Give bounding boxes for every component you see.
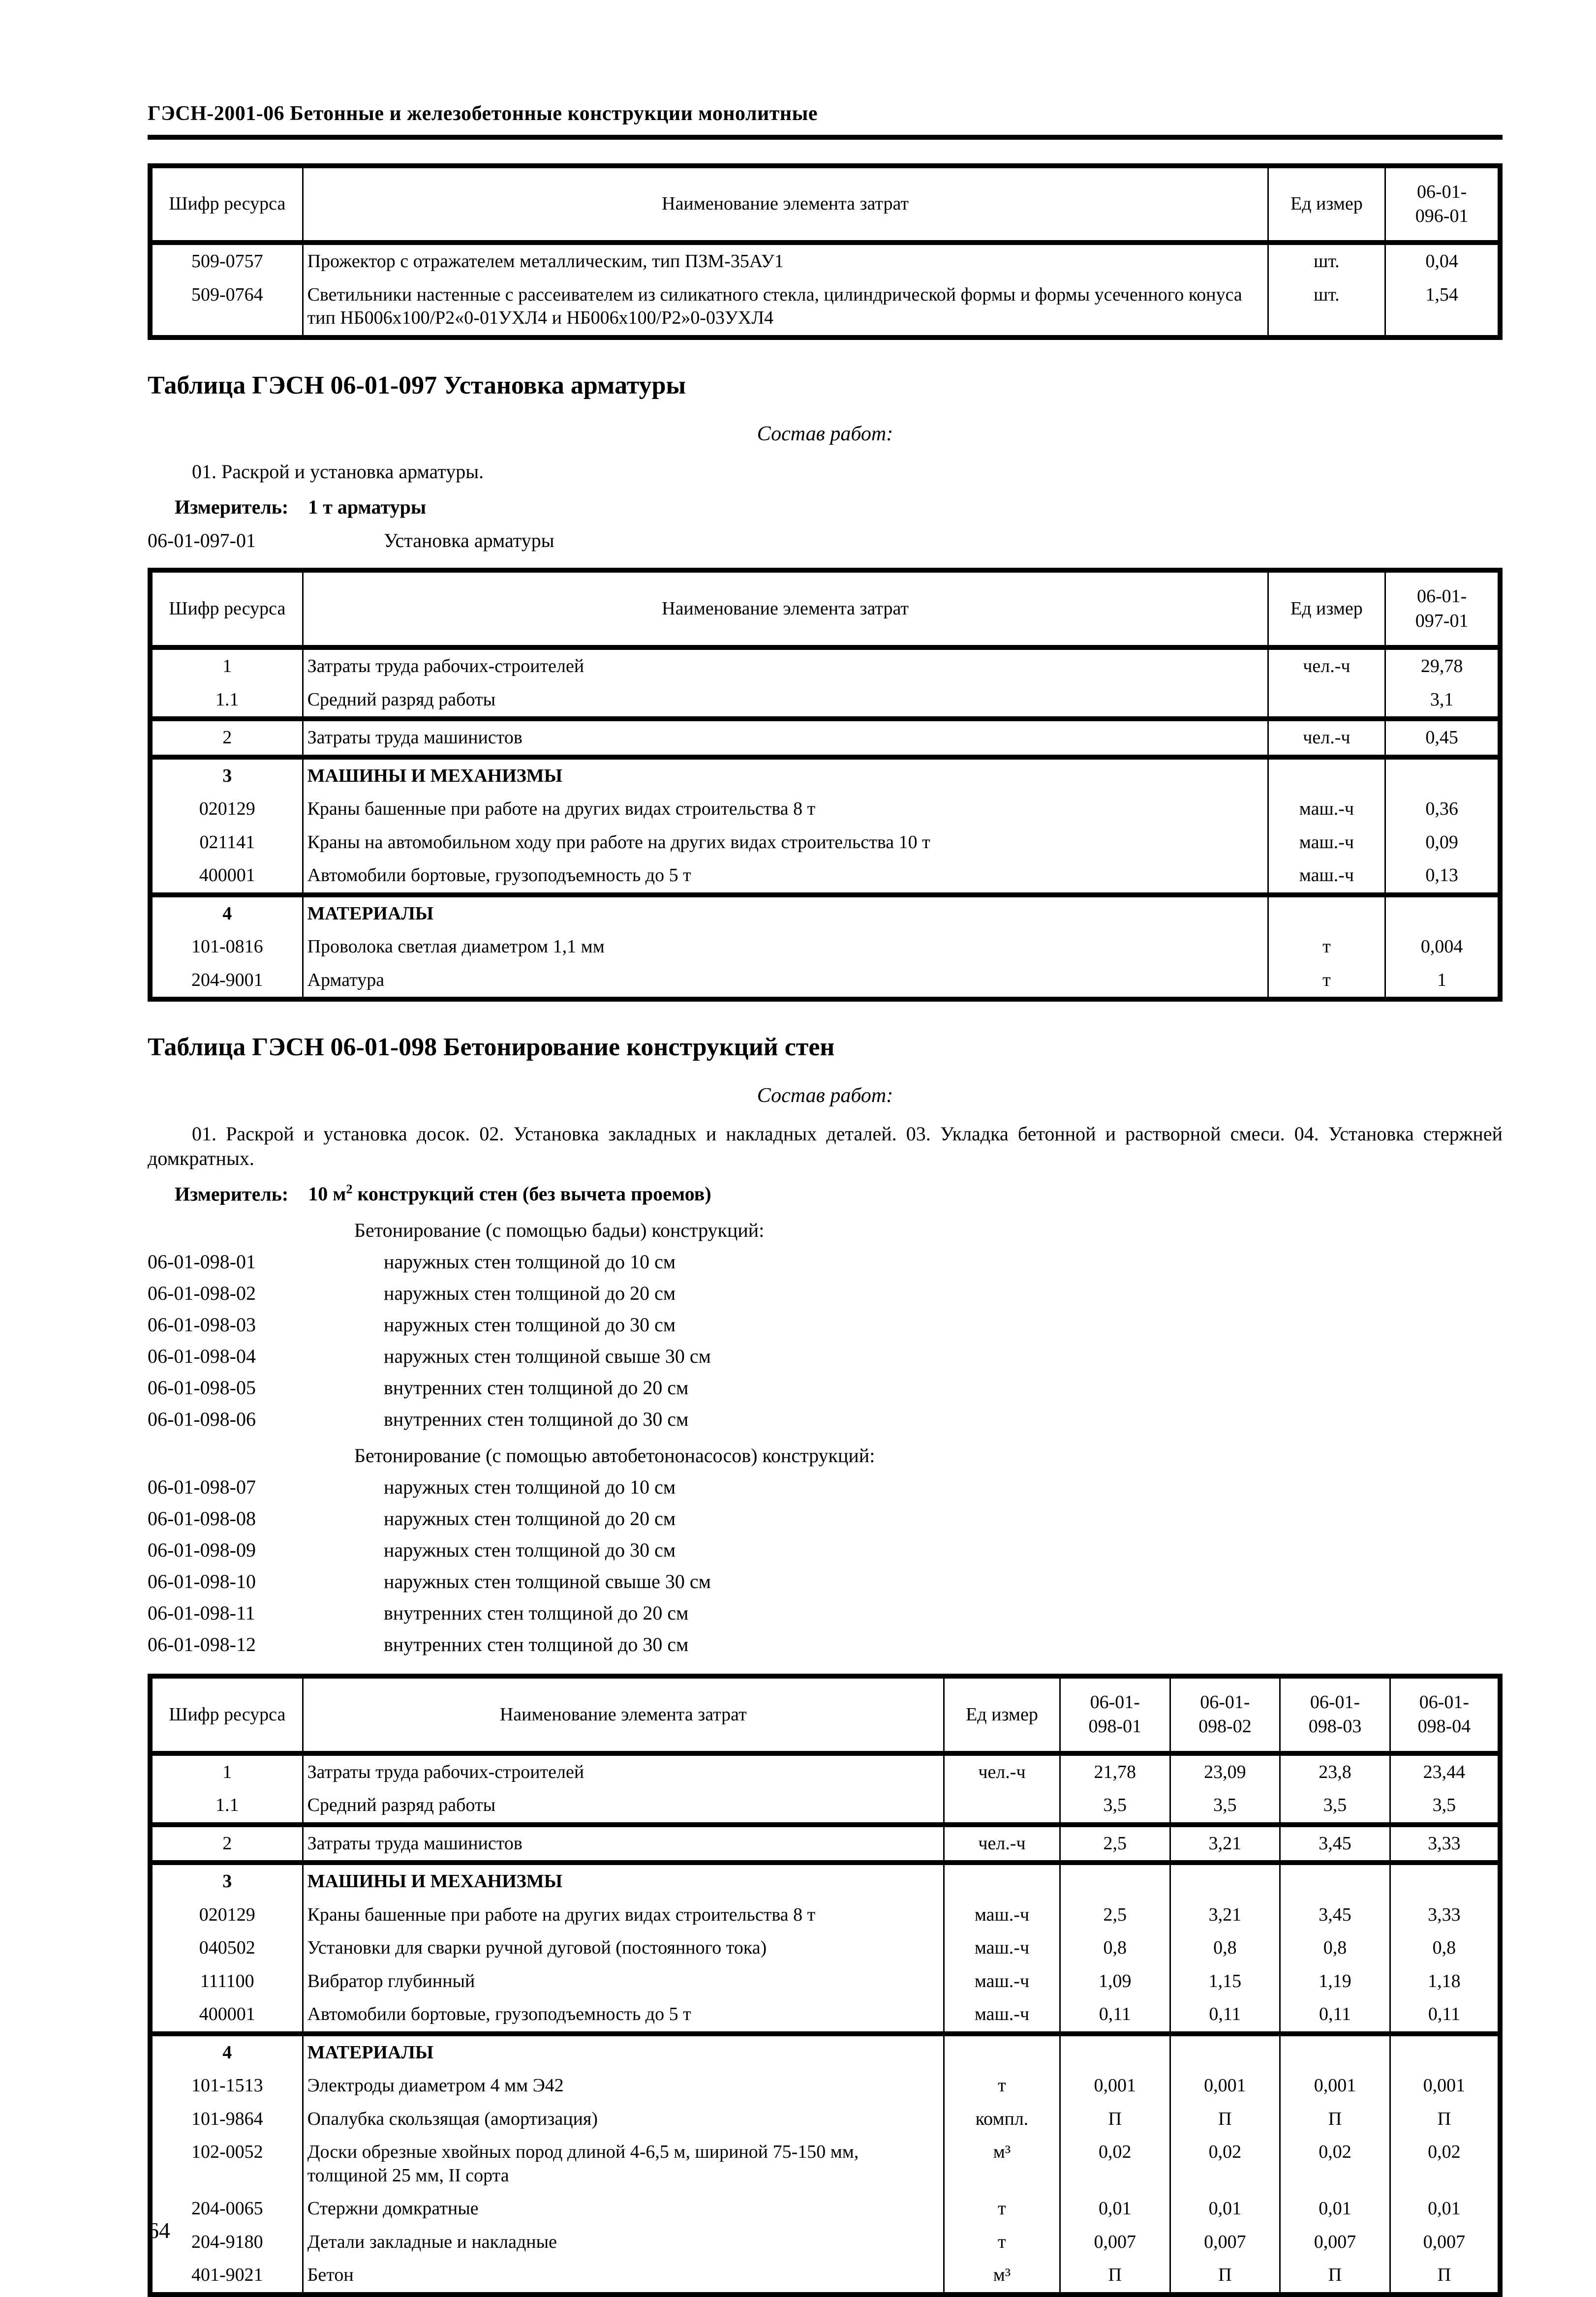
value-cell: 0,02 <box>1390 2136 1500 2192</box>
sostav-rabot-label-098: Состав работ: <box>757 1084 893 1107</box>
value-cell: 3,33 <box>1390 1899 1500 1932</box>
norm-code: 06-01-098-08 <box>148 1507 256 1530</box>
table-row <box>150 1753 1500 1789</box>
col-header-resource-code: Шифр ресурса <box>150 1676 303 1753</box>
norm-description: наружных стен толщиной свыше 30 см <box>384 1345 711 1367</box>
cost-element-cell: Затраты труда машинистов <box>303 719 1268 757</box>
value-cell: 2,5 <box>1060 1825 1170 1863</box>
cost-element-cell: Проволока светлая диаметром 1,1 мм <box>303 930 1268 964</box>
value-cell: П <box>1390 2103 1500 2136</box>
norm-code: 06-01-097-01 <box>148 529 256 552</box>
resource-code-cell: 1 <box>150 647 303 683</box>
unit-cell: маш.-ч <box>1268 826 1385 859</box>
value-cell: 0,007 <box>1390 2226 1500 2259</box>
norm-description: наружных стен толщиной до 30 см <box>384 1313 676 1336</box>
table-row <box>150 2103 1500 2136</box>
value-cell: 0,004 <box>1385 930 1500 964</box>
resource-code-cell: 102-0052 <box>150 2136 303 2192</box>
norm-description: наружных стен толщиной до 10 см <box>384 1475 676 1498</box>
unit-cell: м³ <box>944 2136 1060 2192</box>
cost-element-cell: Доски обрезные хвойных пород длиной 4-6,5 м, шириной 75-150 мм, толщиной 25 мм, II сорта <box>303 2136 944 2192</box>
value-cell: 3,1 <box>1385 683 1500 719</box>
norm-code-line-1: 06-01- <box>1200 1691 1250 1713</box>
value-cell: 3,5 <box>1280 1789 1390 1825</box>
norm-code-line-2: 098-02 <box>1198 1716 1252 1737</box>
table-row <box>150 793 1500 826</box>
value-cell: 0,09 <box>1385 826 1500 859</box>
resource-code-cell: 509-0764 <box>150 278 303 337</box>
table-row <box>150 2192 1500 2226</box>
cost-element-cell: Автомобили бортовые, грузоподъемность до 5 т <box>303 859 1268 895</box>
concreting-bucket-heading: Бетонирование (с помощью бадьи) конструкций: <box>354 1219 765 1241</box>
unit-cell: т <box>944 2226 1060 2259</box>
table-row <box>150 1899 1500 1932</box>
value-cell <box>1060 1863 1170 1899</box>
resource-code-cell: 1.1 <box>150 683 303 719</box>
resource-code-cell: 401-9021 <box>150 2259 303 2295</box>
cost-element-cell: Краны на автомобильном ходу при работе на других видах строительства 10 т <box>303 826 1268 859</box>
value-cell: П <box>1170 2259 1280 2295</box>
resource-code-cell: 3 <box>150 757 303 793</box>
unit-cell: м³ <box>944 2259 1060 2295</box>
value-cell: 21,78 <box>1060 1753 1170 1789</box>
value-cell: 0,11 <box>1280 1998 1390 2034</box>
cost-element-cell: Затраты труда рабочих-строителей <box>303 1753 944 1789</box>
norm-list-item <box>148 1506 1503 1531</box>
resource-code-cell: 1.1 <box>150 1789 303 1825</box>
section-header-row <box>150 1863 1500 1899</box>
norm-list-item <box>148 1281 1503 1306</box>
resource-code-cell: 204-9180 <box>150 2226 303 2259</box>
section-title-098: Таблица ГЭСН 06-01-098 Бетонирование конструкций стен <box>148 1033 835 1062</box>
izmeritel-value: 1 т арматуры <box>308 496 427 519</box>
col-header-resource-code: Шифр ресурса <box>150 166 303 243</box>
value-cell: 0,8 <box>1060 1931 1170 1965</box>
value-cell: 3,21 <box>1170 1899 1280 1932</box>
value-cell: 0,11 <box>1390 1998 1500 2034</box>
resource-code-cell: 204-0065 <box>150 2192 303 2226</box>
value-cell: 1,09 <box>1060 1965 1170 1998</box>
value-cell <box>1390 1863 1500 1899</box>
unit-cell <box>944 1789 1060 1825</box>
izmeritel-label: Измеритель: <box>175 1182 289 1205</box>
value-cell: 0,02 <box>1170 2136 1280 2192</box>
norm-code-line-2: 098-03 <box>1308 1716 1362 1737</box>
sostav-rabot-label-097: Состав работ: <box>757 422 893 445</box>
norm-list-item <box>148 1632 1503 1657</box>
col-header-norm-098-01 <box>1060 1676 1170 1753</box>
cost-element-cell: Стержни домкратные <box>303 2192 944 2226</box>
value-cell: 0,8 <box>1280 1931 1390 1965</box>
norm-code-line-1: 06-01- <box>1416 586 1467 607</box>
table-row <box>150 859 1500 895</box>
col-header-cost-element: Наименование элемента затрат <box>303 570 1268 647</box>
value-cell: 0,11 <box>1060 1998 1170 2034</box>
norm-description: наружных стен толщиной до 20 см <box>384 1507 676 1530</box>
cost-element-cell: Средний разряд работы <box>303 683 1268 719</box>
col-header-norm-097-01 <box>1385 570 1500 647</box>
section-header-row <box>150 757 1500 793</box>
unit-cell: маш.-ч <box>944 1899 1060 1932</box>
table-row <box>150 2136 1500 2192</box>
cost-element-cell: Бетон <box>303 2259 944 2295</box>
unit-cell: шт. <box>1268 243 1385 278</box>
table-row <box>150 2226 1500 2259</box>
resource-code-cell: 509-0757 <box>150 243 303 278</box>
table-header-row <box>150 570 1500 647</box>
unit-cell: маш.-ч <box>944 1998 1060 2034</box>
resource-code-cell: 2 <box>150 719 303 757</box>
value-cell: 0,02 <box>1280 2136 1390 2192</box>
row-group-machines <box>150 757 1500 895</box>
unit-cell: т <box>1268 964 1385 1000</box>
resource-code-cell: 111100 <box>150 1965 303 1998</box>
izmeritel-superscript: 2 <box>346 1182 353 1196</box>
table-row <box>150 2259 1500 2295</box>
cost-element-cell: Светильники настенные с рассеивателем из силикатного стекла, цилиндрической формы и формы усеченного конуса тип НБ006х100/Р2«0-01УХЛ4 и НБ006х100/Р2»0-03УХЛ4 <box>303 278 1268 337</box>
col-header-norm-098-04 <box>1390 1676 1500 1753</box>
value-cell <box>1280 1863 1390 1899</box>
col-header-unit: Ед измер <box>1268 570 1385 647</box>
norm-description: внутренних стен толщиной до 20 см <box>384 1601 689 1624</box>
unit-cell: шт. <box>1268 278 1385 337</box>
unit-cell: т <box>944 2069 1060 2103</box>
table-row <box>150 1998 1500 2034</box>
value-cell: 3,45 <box>1280 1825 1390 1863</box>
norm-code: 06-01-098-07 <box>148 1475 256 1498</box>
norm-code: 06-01-098-10 <box>148 1570 256 1593</box>
norm-description: Установка арматуры <box>384 529 554 552</box>
value-cell <box>1170 1863 1280 1899</box>
unit-cell: маш.-ч <box>944 1931 1060 1965</box>
resource-code-cell: 4 <box>150 2034 303 2070</box>
value-cell: 0,01 <box>1170 2192 1280 2226</box>
izmeritel-value <box>288 1183 711 1205</box>
col-header-unit: Ед измер <box>944 1676 1060 1753</box>
unit-cell: чел.-ч <box>944 1753 1060 1789</box>
cost-element-cell: Краны башенные при работе на других видах строительства 8 т <box>303 1899 944 1932</box>
unit-cell <box>944 2034 1060 2070</box>
value-cell <box>1390 2034 1500 2070</box>
resource-code-cell: 021141 <box>150 826 303 859</box>
norm-code-line-1: 06-01- <box>1416 181 1467 202</box>
cost-element-cell: Средний разряд работы <box>303 1789 944 1825</box>
table-098 <box>148 1674 1503 2297</box>
value-cell: 0,8 <box>1390 1931 1500 1965</box>
cost-element-cell: Арматура <box>303 964 1268 1000</box>
table-row <box>150 1931 1500 1965</box>
norm-list-item <box>148 1313 1503 1337</box>
document-header-title: ГЭСН-2001-06 Бетонные и железобетонные конструкции монолитные <box>148 102 818 125</box>
sostav-rabot-text-098: 01. Раскрой и установка досок. 02. Установка закладных и накладных деталей. 03. Укладка бетонной и растворной смеси. 04. Установка стержней домкратных. <box>148 1122 1503 1169</box>
value-cell: 1,54 <box>1385 278 1500 337</box>
row-group-materials <box>150 895 1500 1000</box>
unit-cell: маш.-ч <box>944 1965 1060 1998</box>
norm-code: 06-01-098-01 <box>148 1250 256 1273</box>
norm-list-item <box>148 1475 1503 1500</box>
cost-element-cell: Опалубка скользящая (амортизация) <box>303 2103 944 2136</box>
row-group-labor <box>150 647 1500 719</box>
table-row <box>150 719 1500 757</box>
cost-element-cell: Автомобили бортовые, грузоподъемность до 5 т <box>303 1998 944 2034</box>
value-cell: П <box>1060 2103 1170 2136</box>
unit-cell: маш.-ч <box>1268 793 1385 826</box>
table-row <box>150 1825 1500 1863</box>
value-cell: 23,8 <box>1280 1753 1390 1789</box>
norm-code-line-2: 098-04 <box>1417 1716 1471 1737</box>
value-cell: 23,44 <box>1390 1753 1500 1789</box>
col-header-resource-code: Шифр ресурса <box>150 570 303 647</box>
norm-code: 06-01-098-11 <box>148 1601 255 1624</box>
table-row <box>150 647 1500 683</box>
norm-list-item <box>148 1569 1503 1594</box>
cost-element-cell: Электроды диаметром 4 мм Э42 <box>303 2069 944 2103</box>
resource-code-cell: 101-0816 <box>150 930 303 964</box>
cost-element-cell: Установки для сварки ручной дуговой (постоянного тока) <box>303 1931 944 1965</box>
cost-element-cell: Детали закладные и накладные <box>303 2226 944 2259</box>
norm-code-line-1: 06-01- <box>1090 1691 1140 1713</box>
value-cell: 0,01 <box>1060 2192 1170 2226</box>
table-row <box>150 278 1500 337</box>
unit-cell: чел.-ч <box>1268 719 1385 757</box>
concreting-pump-heading: Бетонирование (с помощью автобетононасосов) конструкций: <box>354 1444 875 1467</box>
cost-element-cell: Прожектор с отражателем металлическим, тип ПЗМ-35АУ1 <box>303 243 1268 278</box>
norm-code-line-1: 06-01- <box>1310 1691 1360 1713</box>
value-cell: 3,5 <box>1060 1789 1170 1825</box>
value-cell: 0,45 <box>1385 719 1500 757</box>
value-cell <box>1280 2034 1390 2070</box>
value-cell: 0,01 <box>1280 2192 1390 2226</box>
cost-element-cell: МАШИНЫ И МЕХАНИЗМЫ <box>303 1863 944 1899</box>
table-row <box>150 1965 1500 1998</box>
norm-code-line-2: 098-01 <box>1088 1716 1142 1737</box>
row-group-labor <box>150 1753 1500 1825</box>
section-header-row <box>150 895 1500 931</box>
value-cell <box>1385 895 1500 931</box>
value-cell: 0,02 <box>1060 2136 1170 2192</box>
norm-description: наружных стен толщиной до 10 см <box>384 1250 676 1273</box>
value-cell: 0,04 <box>1385 243 1500 278</box>
col-header-cost-element: Наименование элемента затрат <box>303 1676 944 1753</box>
resource-code-cell: 2 <box>150 1825 303 1863</box>
cost-element-cell: Затраты труда машинистов <box>303 1825 944 1863</box>
norm-description: наружных стен толщиной до 20 см <box>384 1282 676 1304</box>
value-cell: 0,007 <box>1060 2226 1170 2259</box>
value-cell: П <box>1280 2259 1390 2295</box>
resource-code-cell: 400001 <box>150 859 303 895</box>
unit-cell: т <box>944 2192 1060 2226</box>
cost-element-cell: МАШИНЫ И МЕХАНИЗМЫ <box>303 757 1268 793</box>
col-header-norm-098-02 <box>1170 1676 1280 1753</box>
unit-cell <box>1268 757 1385 793</box>
norm-code-line-1: 06-01- <box>1419 1691 1470 1713</box>
resource-code-cell: 040502 <box>150 1931 303 1965</box>
table-097 <box>148 568 1503 1002</box>
izmeritel-line-097 <box>148 495 1503 520</box>
value-cell: 0,36 <box>1385 793 1500 826</box>
norm-code: 06-01-098-05 <box>148 1376 256 1399</box>
resource-code-cell: 101-9864 <box>150 2103 303 2136</box>
table-row <box>150 826 1500 859</box>
cost-element-cell: МАТЕРИАЛЫ <box>303 895 1268 931</box>
col-header-norm-096-01 <box>1385 166 1500 243</box>
norm-description: внутренних стен толщиной до 30 см <box>384 1633 689 1655</box>
norm-code: 06-01-098-04 <box>148 1345 256 1367</box>
table-header-row <box>150 1676 1500 1753</box>
value-cell <box>1170 2034 1280 2070</box>
value-cell: 0,007 <box>1280 2226 1390 2259</box>
value-cell: П <box>1280 2103 1390 2136</box>
col-header-norm-098-03 <box>1280 1676 1390 1753</box>
norm-code-line-097-01 <box>148 528 1503 553</box>
value-cell: 1 <box>1385 964 1500 1000</box>
unit-cell <box>1268 683 1385 719</box>
table-row <box>150 683 1500 719</box>
table-096-continuation <box>148 163 1503 340</box>
norm-list-item <box>148 1601 1503 1625</box>
norm-description: внутренних стен толщиной до 20 см <box>384 1376 689 1399</box>
table-row <box>150 964 1500 1000</box>
izmeritel-value-main: 10 м <box>308 1182 346 1205</box>
value-cell: 0,001 <box>1390 2069 1500 2103</box>
value-cell: 1,19 <box>1280 1965 1390 1998</box>
norm-list-item <box>148 1250 1503 1274</box>
norm-description: наружных стен толщиной свыше 30 см <box>384 1570 711 1593</box>
value-cell: 3,5 <box>1390 1789 1500 1825</box>
izmeritel-label: Измеритель: <box>175 496 289 519</box>
resource-code-cell: 400001 <box>150 1998 303 2034</box>
norm-code: 06-01-098-06 <box>148 1408 256 1430</box>
value-cell: 2,5 <box>1060 1899 1170 1932</box>
value-cell <box>1385 757 1500 793</box>
unit-cell: маш.-ч <box>1268 859 1385 895</box>
table-row <box>150 243 1500 278</box>
value-cell: 29,78 <box>1385 647 1500 683</box>
resource-code-cell: 020129 <box>150 1899 303 1932</box>
norm-code: 06-01-098-02 <box>148 1282 256 1304</box>
value-cell <box>1060 2034 1170 2070</box>
unit-cell: т <box>1268 930 1385 964</box>
value-cell: 0,8 <box>1170 1931 1280 1965</box>
value-cell: 1,18 <box>1390 1965 1500 1998</box>
value-cell: 3,21 <box>1170 1825 1280 1863</box>
value-cell: 0,13 <box>1385 859 1500 895</box>
norm-code: 06-01-098-12 <box>148 1633 256 1655</box>
norm-code-line-2: 096-01 <box>1415 205 1469 226</box>
norm-code: 06-01-098-03 <box>148 1313 256 1336</box>
cost-element-cell: Затраты труда рабочих-строителей <box>303 647 1268 683</box>
table-row <box>150 2069 1500 2103</box>
norm-description: наружных стен толщиной до 30 см <box>384 1538 676 1561</box>
value-cell: 3,33 <box>1390 1825 1500 1863</box>
row-group-materials <box>150 2034 1500 2295</box>
norm-code: 06-01-098-09 <box>148 1538 256 1561</box>
norm-list-item <box>148 1538 1503 1562</box>
col-header-unit: Ед измер <box>1268 166 1385 243</box>
value-cell: 23,09 <box>1170 1753 1280 1789</box>
header-rule <box>148 135 1503 140</box>
norm-list-item <box>148 1407 1503 1432</box>
section-title-097: Таблица ГЭСН 06-01-097 Установка арматуры <box>148 371 686 399</box>
value-cell: 1,15 <box>1170 1965 1280 1998</box>
cost-element-cell: МАТЕРИАЛЫ <box>303 2034 944 2070</box>
cost-element-cell: Краны башенные при работе на других видах строительства 8 т <box>303 793 1268 826</box>
unit-cell <box>944 1863 1060 1899</box>
izmeritel-value-rest: конструкций стен (без вычета проемов) <box>357 1182 711 1205</box>
table-row <box>150 930 1500 964</box>
norm-list-item <box>148 1344 1503 1369</box>
value-cell: П <box>1060 2259 1170 2295</box>
cost-element-cell: Вибратор глубинный <box>303 1965 944 1998</box>
resource-code-cell: 204-9001 <box>150 964 303 1000</box>
sostav-rabot-text-097: 01. Раскрой и установка арматуры. <box>192 460 484 483</box>
value-cell: 0,001 <box>1280 2069 1390 2103</box>
value-cell: П <box>1170 2103 1280 2136</box>
value-cell: 0,001 <box>1060 2069 1170 2103</box>
resource-code-cell: 101-1513 <box>150 2069 303 2103</box>
row-group-machinists <box>150 719 1500 757</box>
norm-list-item <box>148 1376 1503 1400</box>
page-number: 64 <box>148 2217 170 2243</box>
value-cell: П <box>1390 2259 1500 2295</box>
unit-cell <box>1268 895 1385 931</box>
col-header-cost-element: Наименование элемента затрат <box>303 166 1268 243</box>
unit-cell: чел.-ч <box>1268 647 1385 683</box>
value-cell: 0,007 <box>1170 2226 1280 2259</box>
resource-code-cell: 3 <box>150 1863 303 1899</box>
table-row <box>150 1789 1500 1825</box>
value-cell: 3,5 <box>1170 1789 1280 1825</box>
section-header-row <box>150 2034 1500 2070</box>
table-header-row <box>150 166 1500 243</box>
resource-code-cell: 020129 <box>150 793 303 826</box>
resource-code-cell: 1 <box>150 1753 303 1789</box>
value-cell: 0,11 <box>1170 1998 1280 2034</box>
row-group-machinists <box>150 1825 1500 1863</box>
unit-cell: компл. <box>944 2103 1060 2136</box>
izmeritel-line-098 <box>148 1182 1503 1206</box>
unit-cell: чел.-ч <box>944 1825 1060 1863</box>
resource-code-cell: 4 <box>150 895 303 931</box>
norm-description: внутренних стен толщиной до 30 см <box>384 1408 689 1430</box>
value-cell: 3,45 <box>1280 1899 1390 1932</box>
row-group-machines <box>150 1863 1500 2034</box>
value-cell: 0,01 <box>1390 2192 1500 2226</box>
norm-code-line-2: 097-01 <box>1415 610 1469 631</box>
value-cell: 0,001 <box>1170 2069 1280 2103</box>
